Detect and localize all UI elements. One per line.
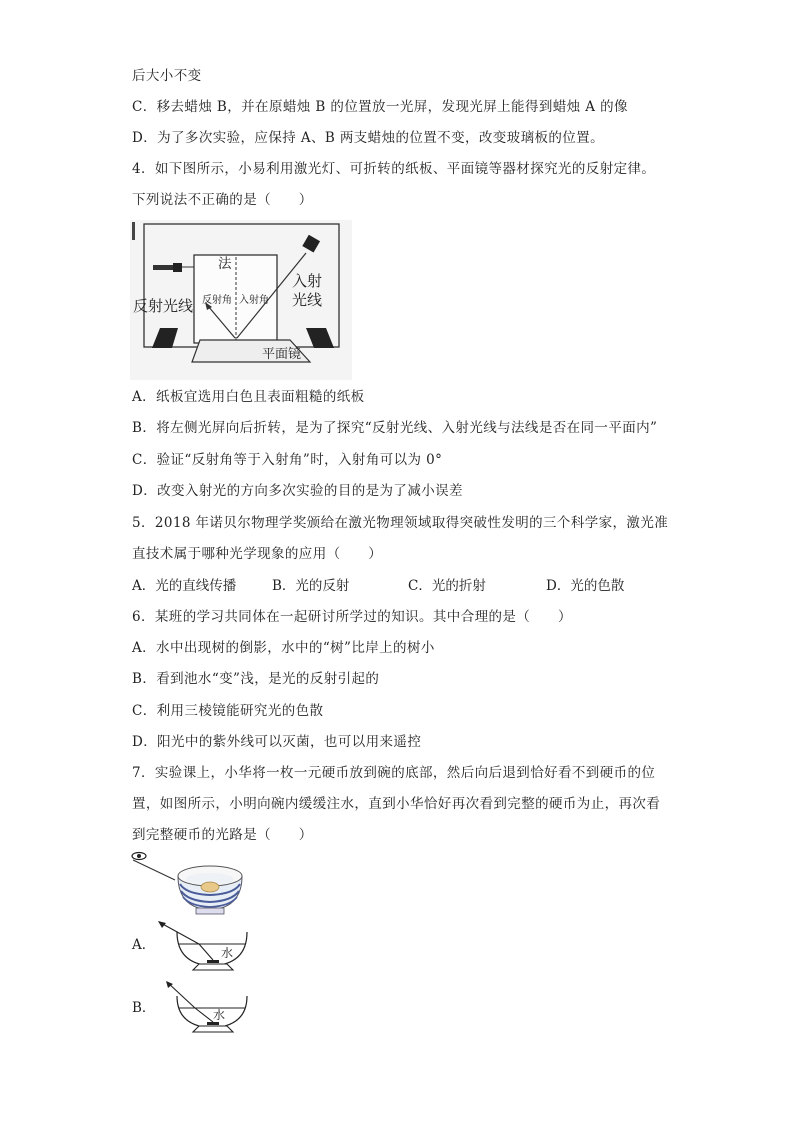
q6-option-c: C．利用三棱镜能研究光的色散 xyxy=(132,703,324,719)
q7-stem-line-2: 置，如图所示，小明向碗内缓缓注水，直到小华恰好再次看到完整的硬币为止，再次看 xyxy=(132,796,661,812)
reflected-ray-label: 反射光线 xyxy=(133,297,194,315)
coin xyxy=(201,882,219,892)
bowl-coin-figure xyxy=(130,850,246,916)
q4-option-d: D．改变入射光的方向多次实验的目的是为了减小误差 xyxy=(132,483,463,499)
incident-ray-label: 入射光线 xyxy=(292,272,323,309)
q3-option-d: D．为了多次实验，应保持 A、B 两支蜡烛的位置不变，改变玻璃板的位置。 xyxy=(132,130,604,146)
q3-option-c: C．移去蜡烛 B，并在原蜡烛 B 的位置放一光屏，发现光屏上能得到蜡烛 A 的像 xyxy=(132,99,628,115)
q5-option-d: D．光的色散 xyxy=(546,578,625,594)
q7-option-b-letter: B． xyxy=(132,1000,156,1016)
q4-stem-line-1: 4．如下图所示，小易利用激光灯、可折转的纸板、平面镜等器材探究光的反射定律。 xyxy=(132,161,656,177)
reflect-angle-label: 反射角 xyxy=(202,295,232,306)
q5-stem-line-2: 直技术属于哪种光学现象的应用（ ） xyxy=(132,546,383,562)
q7-stem-line-3: 到完整硬币的光路是（ ） xyxy=(132,827,313,843)
q6-stem: 6．某班的学习共同体在一起研讨所学过的知识。其中合理的是（ ） xyxy=(132,609,572,625)
q5-option-a: A．光的直线传播 xyxy=(132,578,237,594)
q5-option-b: B．光的反射 xyxy=(272,578,350,594)
q5-option-c: C．光的折射 xyxy=(408,578,486,594)
q4-option-c: C．验证“反射角等于入射角”时，入射角可以为 0° xyxy=(132,452,443,468)
q5-stem-line-1: 5．2018 年诺贝尔物理学奖颁给在激光物理领域取得突破性发明的三个科学家，激光准 xyxy=(132,515,669,531)
q7-option-a-figure xyxy=(155,918,253,974)
q7-option-a-water-label: 水 xyxy=(221,946,234,960)
q6-option-d: D．阳光中的紫外线可以灭菌，也可以用来遥控 xyxy=(132,734,422,750)
q7-option-b-water-label: 水 xyxy=(213,1008,226,1022)
mirror-label: 平面镜 xyxy=(262,347,302,362)
q6-option-b: B．看到池水“变”浅，是光的反射引起的 xyxy=(132,671,380,687)
q7-option-b-figure xyxy=(155,978,253,1036)
q7-stem-line-1: 7．实验课上，小华将一枚一元硬币放到碗的底部，然后向后退到恰好看不到硬币的位 xyxy=(132,765,656,781)
incident-angle-label: 入射角 xyxy=(239,295,269,306)
q6-option-a: A．水中出现树的倒影，水中的“树”比岸上的树小 xyxy=(132,640,435,656)
normal-label: 法 xyxy=(218,256,232,272)
q4-stem-line-2: 下列说法不正确的是（ ） xyxy=(132,192,313,208)
q7-option-a-letter: A． xyxy=(132,937,156,953)
q4-option-b: B．将左侧光屏向后折转，是为了探究“反射光线、入射光线与法线是否在同一平面内” xyxy=(132,420,658,436)
text-line-continuation: 后大小不变 xyxy=(132,68,202,84)
q4-option-a: A．纸板宜选用白色且表面粗糙的纸板 xyxy=(132,389,365,405)
